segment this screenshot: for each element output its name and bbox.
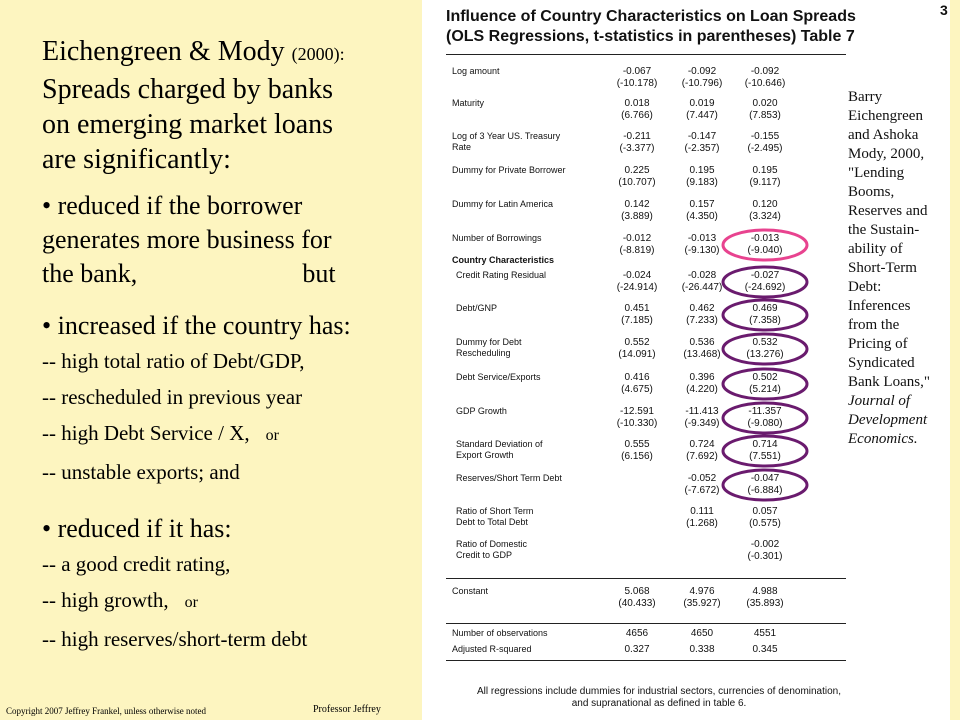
table-cell-c3: 0.345 [752, 644, 778, 655]
table-cell-c2: 0.396 (4.220) [686, 372, 718, 395]
citation-line: Mody, 2000, [848, 146, 925, 162]
table-corner-mark: 3 [940, 2, 948, 18]
table-row-label: Debt/GNP [456, 303, 498, 313]
increased-list-item-text: -- high Debt Service / X, [42, 421, 250, 445]
table-row-label: Number of observations [452, 628, 548, 638]
citation-line: Reserves and [848, 203, 928, 219]
table-cell-c3: 0.714 (7.551) [749, 439, 781, 462]
increased-list [42, 343, 442, 490]
table-row-label: Dummy for Latin America [452, 199, 554, 209]
table-row-label: Maturity [452, 98, 485, 108]
citation-line: and Ashoka [848, 127, 919, 143]
table-cell-c2: 4650 [690, 628, 714, 639]
table-row-label: GDP Growth [456, 406, 507, 416]
professor-footer: Professor Jeffrey [313, 704, 381, 715]
bullet-the-bank: the bank, [42, 259, 138, 288]
table-row-label: Debt Service/Exports [456, 372, 541, 382]
increased-list-item [42, 343, 442, 379]
highlight-oval [723, 300, 807, 330]
citation-line: "Lending [848, 165, 905, 181]
table-row-label: Reserves/Short Term Debt [456, 473, 562, 483]
heading-line-3: on emerging market loans [42, 109, 334, 140]
table-cell-c3: -0.155 (-2.495) [747, 131, 783, 154]
citation-line: Booms, [848, 184, 895, 200]
highlight-oval [723, 369, 807, 399]
table-cell-c1: 0.552 (14.091) [618, 337, 656, 360]
highlight-oval [723, 436, 807, 466]
table-row-label: Adjusted R-squared [452, 644, 532, 654]
copyright-footer: Copyright 2007 Jeffrey Frankel, unless otherwise noted [6, 706, 207, 716]
table-cell-c3: -0.047 (-6.884) [747, 473, 783, 496]
increased-list-item [42, 379, 442, 415]
bullet-reduced-business-3 [42, 257, 442, 291]
table-cell-c2: -0.013 (-9.130) [684, 233, 720, 256]
table-row-label: Credit Rating Residual [456, 270, 547, 280]
table-cell-c2: 0.536 (13.468) [683, 337, 721, 360]
table-row-label: Ratio of Domestic Credit to GDP [456, 539, 528, 560]
table-row-label: Standard Deviation of Export Growth [456, 439, 543, 460]
table-cell-c3: 0.020 (7.853) [749, 98, 781, 121]
table-cell-c1: 5.068 (40.433) [618, 586, 656, 609]
increased-list-item-text: -- rescheduled in previous year [42, 385, 303, 409]
table-cell-c2: 0.338 [689, 644, 715, 655]
citation-line: Pricing of [848, 336, 908, 352]
table-row-label: Constant [452, 586, 489, 596]
reduced-list [42, 546, 442, 657]
table-cell-c3: -0.013 (-9.040) [747, 233, 783, 256]
table-cell-c3: 0.532 (13.276) [746, 337, 784, 360]
table-cell-c3: 0.502 (5.214) [749, 372, 781, 395]
table-cell-c2: -11.413 (-9.349) [684, 406, 720, 429]
citation-journal-line: Development [848, 412, 928, 428]
increased-list-item-text: -- unstable exports; and [42, 460, 240, 484]
table-cell-c2: -0.147 (-2.357) [684, 131, 720, 154]
table-section-header: Country Characteristics [452, 255, 555, 265]
table-cell-c2: 4.976 (35.927) [683, 586, 721, 609]
table-row-label: Log amount [452, 66, 500, 76]
table-cell-c3: -0.027 (-24.692) [744, 270, 786, 293]
highlight-oval [723, 334, 807, 364]
increased-list-item [42, 454, 442, 490]
highlight-oval [723, 267, 807, 297]
table-row-label: Dummy for Private Borrower [452, 165, 566, 175]
scanned-table-image [422, 0, 950, 720]
table-cell-c1: -0.067 (-10.178) [616, 66, 658, 89]
table-cell-c3: 4551 [753, 628, 777, 639]
table-cell-c1: 0.142 (3.889) [621, 199, 653, 222]
citation-line: Short-Term [848, 260, 917, 276]
table-cell-c1: 0.225 (10.707) [618, 165, 656, 188]
bullet-reduced-country: • reduced if it has: [42, 514, 232, 543]
table-title-line-2: (OLS Regressions, t-statistics in parentheses) Table 7 [446, 28, 855, 45]
reduced-list-item-text: -- a good credit rating, [42, 552, 231, 576]
table-cell-c1: 0.416 (4.675) [621, 372, 653, 395]
table-cell-c1: -0.012 (-8.819) [619, 233, 655, 256]
highlight-ovals [422, 0, 950, 720]
citation-line: Inferences [848, 298, 911, 314]
increased-list-item [42, 415, 442, 454]
table-cell-c3: 0.469 (7.358) [749, 303, 781, 326]
highlight-oval [723, 470, 807, 500]
table-cell-c3: -0.002 (-0.301) [747, 539, 783, 562]
table-row-label: Ratio of Short Term Debt to Total Debt [456, 506, 534, 527]
table-cell-c2: 0.724 (7.692) [686, 439, 718, 462]
bullet-but: but [302, 259, 336, 288]
left-text-panel [42, 34, 442, 657]
reduced-list-item [42, 546, 442, 582]
table-cell-c2: 0.157 (4.350) [686, 199, 718, 222]
table-cell-c1: 4656 [625, 628, 649, 639]
reduced-list-item-conjunction: or [180, 594, 198, 611]
reduced-list-item [42, 621, 442, 657]
table-cell-c3: -11.357 (-9.080) [747, 406, 783, 429]
slide-right-edge [950, 0, 960, 720]
highlight-oval [723, 230, 807, 260]
table-row-label: Log of 3 Year US. Treasury Rate [452, 131, 561, 152]
table-cell-c3: 0.195 (9.117) [749, 165, 781, 188]
table-cell-c3: 0.057 (0.575) [749, 506, 781, 529]
table-cell-c2: -0.052 (-7.672) [684, 473, 720, 496]
reduced-list-item-text: -- high reserves/short-term debt [42, 627, 308, 651]
citation-line: Barry [848, 89, 883, 105]
citation-line: ability of [848, 241, 903, 257]
heading-author: Eichengreen & Mody [42, 36, 285, 67]
heading-line-2: Spreads charged by banks [42, 74, 334, 105]
heading-line-1 [42, 34, 442, 72]
table-cell-c2: -0.028 (-26.447) [681, 270, 723, 293]
table-cell-c2: 0.111 (1.268) [686, 506, 718, 529]
citation-journal-line: Economics. [848, 431, 918, 447]
increased-list-item-text: -- high total ratio of Debt/GDP, [42, 349, 305, 373]
heading-year: (2000): [291, 44, 345, 64]
heading-line-4: are significantly: [42, 144, 231, 175]
bullet-reduced-business-1: • reduced if the borrower [42, 191, 303, 220]
table-row-label: Number of Borrowings [452, 233, 542, 243]
reduced-list-item-text: -- high growth, [42, 588, 169, 612]
table-cell-c1: -12.591 (-10.330) [616, 406, 658, 429]
citation-line: Syndicated [848, 355, 915, 371]
table-footnote: All regressions include dummies for industrial sectors, currencies of denomination, and supranational as defined in table 6. [476, 686, 842, 709]
table-cell-c3: 0.120 (3.324) [749, 199, 781, 222]
table-cell-c1: -0.211 (-3.377) [619, 131, 655, 154]
table-cell-c2: 0.019 (7.447) [686, 98, 718, 121]
highlight-oval [723, 403, 807, 433]
table-cell-c3: -0.092 (-10.646) [744, 66, 786, 89]
reduced-list-item [42, 582, 442, 621]
table-cell-c3: 4.988 (35.893) [746, 586, 784, 609]
citation-journal-line: Journal of [848, 393, 911, 409]
citation-line: from the [848, 317, 900, 333]
table-cell-c1: -0.024 (-24.914) [616, 270, 658, 293]
increased-list-item-conjunction: or [261, 427, 279, 444]
citation-line: Debt: [848, 279, 882, 295]
bullet-reduced-business-2: generates more business for [42, 225, 332, 254]
table-cell-c2: 0.462 (7.233) [686, 303, 718, 326]
table-row-label: Dummy for Debt Rescheduling [456, 337, 522, 358]
table-cell-c1: 0.018 (6.766) [621, 98, 653, 121]
table-cell-c2: 0.195 (9.183) [686, 165, 718, 188]
table-title-line-1: Influence of Country Characteristics on Loan Spreads [446, 8, 856, 25]
citation-line: Bank Loans," [848, 374, 930, 390]
bullet-increased-country: • increased if the country has: [42, 311, 351, 340]
table-cell-c2: -0.092 (-10.796) [681, 66, 723, 89]
table-cell-c1: 0.451 (7.185) [621, 303, 653, 326]
citation-line: the Sustain- [848, 222, 920, 238]
table-cell-c1: 0.327 [624, 644, 650, 655]
citation-line: Eichengreen [848, 108, 923, 124]
table-cell-c1: 0.555 (6.156) [621, 439, 653, 462]
